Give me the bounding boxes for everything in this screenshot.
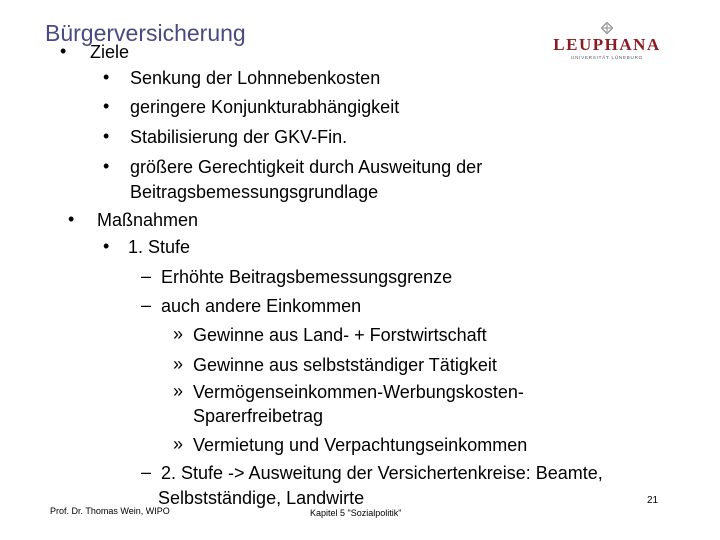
page-number: 21 (647, 495, 659, 506)
list-item: Gewinne aus selbstständiger Tätigkeit (193, 355, 497, 375)
bullet-marker: • (103, 126, 110, 146)
list-item: Vermietung und Verpachtungseinkommen (193, 435, 528, 455)
footer-chapter: Kapitel 5 "Sozialpolitik" (310, 508, 402, 518)
list-item: auch andere Einkommen (161, 296, 362, 316)
bullet-marker: • (103, 156, 110, 176)
bullet-marker: • (68, 209, 75, 229)
list-item: Gewinne aus Land- + Forstwirtschaft (193, 325, 487, 345)
list-item-continuation: Sparerfreibetrag (193, 406, 324, 426)
chevron-marker: » (173, 324, 184, 344)
list-item: Senkung der Lohnnebenkosten (130, 68, 381, 88)
logo-subtitle: UNIVERSITÄT LÜNEBURG (571, 55, 643, 60)
list-item-continuation: Beitragsbemessungsgrundlage (130, 182, 379, 202)
logo-wordmark: LEUPHANA (553, 35, 661, 54)
ziele-heading: Ziele (90, 42, 130, 62)
bullet-marker: • (60, 41, 67, 61)
bullet-marker: • (103, 67, 110, 87)
leuphana-logo (548, 22, 666, 64)
dash-marker: – (141, 266, 152, 286)
chevron-marker: » (173, 434, 184, 454)
chevron-marker: » (173, 381, 184, 401)
footer-author: Prof. Dr. Thomas Wein, WIPO (50, 506, 170, 516)
list-item: Vermögenseinkommen-Werbungskosten- (193, 382, 524, 402)
list-item: Stabilisierung der GKV-Fin. (130, 127, 348, 147)
chevron-marker: » (173, 354, 184, 374)
list-item: größere Gerechtigkeit durch Ausweitung der (130, 157, 483, 177)
list-item: geringere Konjunkturabhängigkeit (130, 97, 400, 117)
stufe1-heading: 1. Stufe (128, 237, 191, 257)
list-item: Erhöhte Beitragsbemessungsgrenze (161, 267, 453, 287)
dash-marker: – (141, 295, 152, 315)
slide-title: Bürgerversicherung (45, 20, 246, 46)
university-seal-icon (601, 22, 613, 34)
stufe2-line: 2. Stufe -> Ausweitung der Versichertenkreise: Beamte, (161, 463, 603, 483)
stufe2-continuation: Selbstständige, Landwirte (158, 488, 365, 508)
dash-marker: – (141, 462, 152, 482)
massnahmen-heading: Maßnahmen (97, 210, 199, 230)
bullet-marker: • (103, 96, 110, 116)
bullet-marker: • (103, 236, 110, 256)
